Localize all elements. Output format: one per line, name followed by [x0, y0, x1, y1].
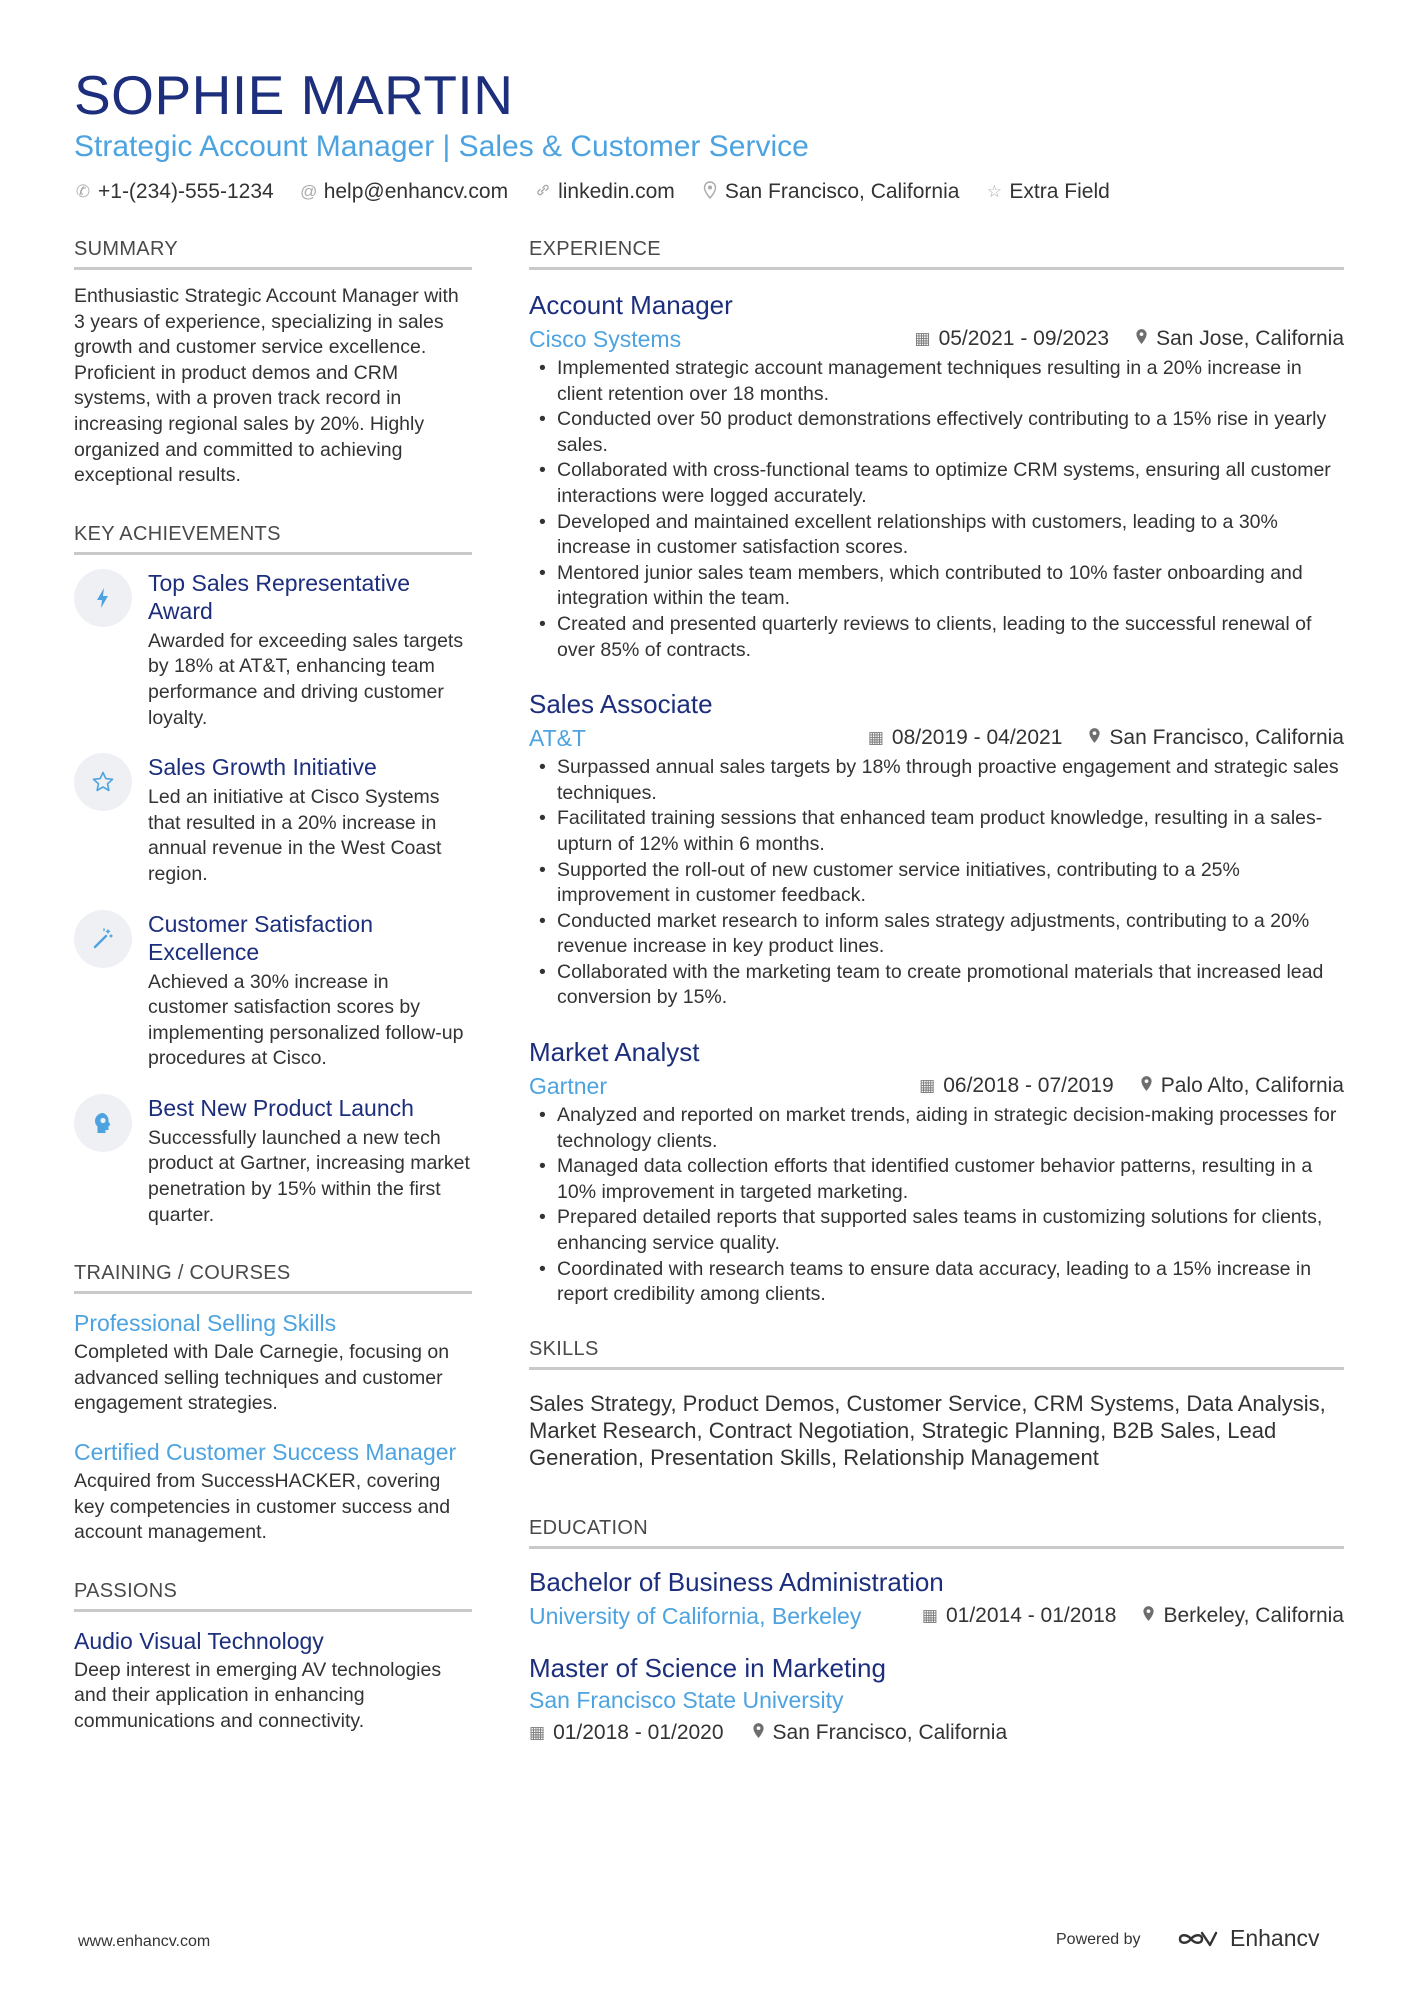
experience-section — [529, 236, 1344, 1308]
phone-icon: ✆ — [75, 182, 91, 201]
course-title: Professional Selling Skills — [74, 1310, 337, 1337]
achievement-title: Best New Product Launch — [148, 1094, 414, 1121]
course-item — [74, 1308, 472, 1417]
job-dates: 05/2021 - 09/2023 — [938, 327, 1110, 350]
candidate-name: SOPHIE MARTIN — [74, 64, 514, 126]
achievement-title: Sales Growth Initiative — [148, 754, 377, 781]
bullet-item: • Managed data collection efforts that identified customer behavior patterns, resulting in a 10% improvement in targeted marketing. — [529, 1154, 1344, 1205]
job-dates: 08/2019 - 04/2021 — [891, 726, 1063, 750]
bullet-item: • Surpassed annual sales targets by 18% through proactive engagement and strategic sales techniques. — [529, 755, 1344, 806]
bullet-item: • Mentored junior sales team members, which contributed to 10% faster onboarding and integration within the team. — [529, 561, 1344, 612]
job-bullets — [529, 356, 1344, 663]
job-dates: 06/2018 - 07/2019 — [943, 1074, 1114, 1098]
achievement-desc: Successfully launched a new tech product at Gartner, increasing market penetration by 15% within the first quarter. — [148, 1126, 470, 1226]
bullet-item: • Created and presented quarterly reviews to clients, leading to the successful renewal of over 85% of contracts. — [529, 612, 1344, 663]
bullet-item: • Conducted market research to inform sales strategy adjustments, contributing to a 20% revenue increase in key product lines. — [529, 909, 1344, 960]
star-icon: ☆ — [986, 182, 1003, 201]
resume-header — [74, 62, 1344, 204]
course-desc: Acquired from SuccessHACKER, covering key competencies in customer success and account management. — [74, 1470, 451, 1544]
achievement-title: Top Sales Representative Award — [148, 569, 411, 624]
achievement-item — [74, 753, 472, 887]
achievement-item — [74, 910, 472, 1072]
education-entry — [529, 1651, 1344, 1745]
job-location: Palo Alto, California — [1160, 1074, 1344, 1098]
achievement-title: Customer Satisfaction Excellence — [148, 910, 373, 965]
location-icon — [1088, 727, 1101, 749]
link-icon — [534, 182, 552, 203]
bullet-item: • Prepared detailed reports that supported sales teams in customizing solutions for clients, enhancing service quality. — [529, 1205, 1344, 1256]
achievement-item — [74, 569, 472, 731]
location-icon — [1140, 1075, 1153, 1097]
contact-phone[interactable]: ✆ +1-(234)-555-1234 — [75, 180, 274, 203]
job-bullets — [529, 1103, 1344, 1308]
calendar-icon: ▦ — [867, 728, 884, 748]
passion-title: Audio Visual Technology — [74, 1627, 324, 1654]
experience-heading: EXPERIENCE — [529, 236, 1344, 270]
job-company: Gartner — [529, 1073, 607, 1100]
edu-school: San Francisco State University — [529, 1686, 844, 1713]
job-entry — [529, 687, 1344, 1011]
footer-url[interactable]: www.enhancv.com — [78, 1933, 211, 1950]
job-entry — [529, 1035, 1344, 1308]
bullet-item: • Facilitated training sessions that enhanced team product knowledge, resulting in a sales-upturn of 12% within 6 months. — [529, 806, 1344, 857]
education-heading: EDUCATION — [529, 1515, 1344, 1549]
job-location: San Francisco, California — [1109, 726, 1344, 750]
edu-degree: Bachelor of Business Administration — [529, 1566, 944, 1597]
bullet-item: • Implemented strategic account management techniques resulting in a 20% increase in client retention over 18 months. — [529, 356, 1344, 407]
job-title: Sales Associate — [529, 689, 713, 720]
course-item — [74, 1437, 472, 1546]
enhancv-brand: Enhancv — [1230, 1925, 1320, 1951]
skills-text: Sales Strategy, Product Demos, Customer Service, CRM Systems, Data Analysis, Market Research, Contract Negotiation, Strategic Planning, B2B Sales, Lead Generation, Presentation Skills, Relationship Management — [529, 1390, 1326, 1470]
contact-bar — [74, 180, 1344, 204]
edu-degree: Master of Science in Marketing — [529, 1652, 886, 1683]
achievement-item — [74, 1094, 472, 1228]
contact-email[interactable]: @ help@enhancv.com — [300, 180, 509, 203]
right-column — [529, 236, 1344, 1777]
bullet-item: • Conducted over 50 product demonstrations effectively contributing to a 15% rise in yearly sales. — [529, 407, 1344, 458]
course-desc: Completed with Dale Carnegie, focusing on advanced selling techniques and customer engagement strategies. — [74, 1341, 450, 1415]
training-heading: TRAINING / COURSES — [74, 1260, 472, 1294]
left-column — [74, 236, 472, 1767]
achievement-desc: Led an initiative at Cisco Systems that resulted in a 20% increase in annual revenue in the West Coast region. — [148, 786, 442, 885]
contact-linkedin[interactable]: linkedin.com — [534, 180, 675, 204]
enhancv-logo[interactable] — [1176, 1925, 1320, 1952]
achievement-desc: Awarded for exceeding sales targets by 18% at AT&T, enhancing team performance and driving customer loyalty. — [148, 629, 464, 729]
skills-heading: SKILLS — [529, 1336, 1344, 1370]
summary-section — [74, 236, 472, 489]
contact-extra: ☆ Extra Field — [986, 180, 1110, 203]
summary-text: Enthusiastic Strategic Account Manager with 3 years of experience, specializing in sales growth and customer service excellence. Proficient in product demos and CRM systems, with a proven track record in increasing regional sales by 20%. Highly organized and committed to achieving exceptional results. — [74, 285, 459, 487]
job-entry — [529, 288, 1344, 663]
magic-wand-icon — [74, 910, 132, 968]
location-icon — [1135, 328, 1148, 350]
bullet-item: • Analyzed and reported on market trends, aiding in strategic decision-making processes for technology clients. — [529, 1103, 1344, 1154]
bullet-item: • Collaborated with the marketing team to create promotional materials that increased lead conversion by 15%. — [529, 960, 1344, 1011]
edu-school: University of California, Berkeley — [529, 1602, 862, 1629]
achievements-heading: KEY ACHIEVEMENTS — [74, 521, 472, 555]
bullet-item: • Coordinated with research teams to ensure data accuracy, leading to a 15% increase in report credibility among clients. — [529, 1257, 1344, 1308]
contact-location: San Francisco, California — [701, 180, 960, 204]
head-idea-icon — [74, 1094, 132, 1152]
passion-desc: Deep interest in emerging AV technologies and their application in enhancing communications and connectivity. — [74, 1658, 442, 1732]
achievement-desc: Achieved a 30% increase in customer satisfaction scores by implementing personalized follow-up procedures at Cisco. — [148, 970, 464, 1070]
job-location: San Jose, California — [1156, 327, 1344, 350]
powered-by-label: Powered by — [1056, 1931, 1141, 1948]
achievements-section — [74, 521, 472, 1229]
location-icon — [752, 1722, 765, 1744]
education-section — [529, 1515, 1344, 1745]
bolt-icon — [74, 569, 132, 627]
calendar-icon: ▦ — [914, 329, 931, 348]
course-title: Certified Customer Success Manager — [74, 1439, 457, 1466]
star-icon — [74, 753, 132, 811]
bullet-item: • Collaborated with cross-functional teams to optimize CRM systems, ensuring all customer interactions were logged accurately. — [529, 458, 1344, 509]
education-entry — [529, 1565, 1344, 1631]
job-company: AT&T — [529, 725, 587, 752]
job-title: Account Manager — [529, 290, 733, 320]
job-title: Market Analyst — [529, 1037, 700, 1068]
enhancv-logo-icon — [1176, 1927, 1220, 1951]
edu-location: San Francisco, California — [772, 1720, 1008, 1744]
bullet-item: • Supported the roll-out of new customer service initiatives, contributing to a 25% improvement in customer feedback. — [529, 858, 1344, 909]
summary-heading: SUMMARY — [74, 236, 472, 270]
passions-section — [74, 1578, 472, 1735]
edu-dates: 01/2018 - 01/2020 — [553, 1720, 724, 1744]
passions-heading: PASSIONS — [74, 1578, 472, 1612]
job-bullets — [529, 755, 1344, 1011]
candidate-headline: Strategic Account Manager | Sales & Customer Service — [74, 130, 809, 163]
location-icon — [1142, 1605, 1155, 1627]
footer — [0, 1925, 1410, 1965]
at-icon: @ — [300, 182, 318, 201]
calendar-icon: ▦ — [919, 1076, 936, 1096]
location-icon — [701, 181, 719, 204]
skills-section — [529, 1336, 1344, 1471]
edu-location: Berkeley, California — [1163, 1603, 1344, 1627]
edu-dates: 01/2014 - 01/2018 — [945, 1603, 1117, 1627]
training-section — [74, 1260, 472, 1546]
bullet-item: • Developed and maintained excellent relationships with customers, leading to a 30% increase in customer satisfaction scores. — [529, 510, 1344, 561]
job-company: Cisco Systems — [529, 326, 682, 352]
calendar-icon: ▦ — [921, 1605, 938, 1625]
calendar-icon: ▦ — [529, 1722, 546, 1742]
